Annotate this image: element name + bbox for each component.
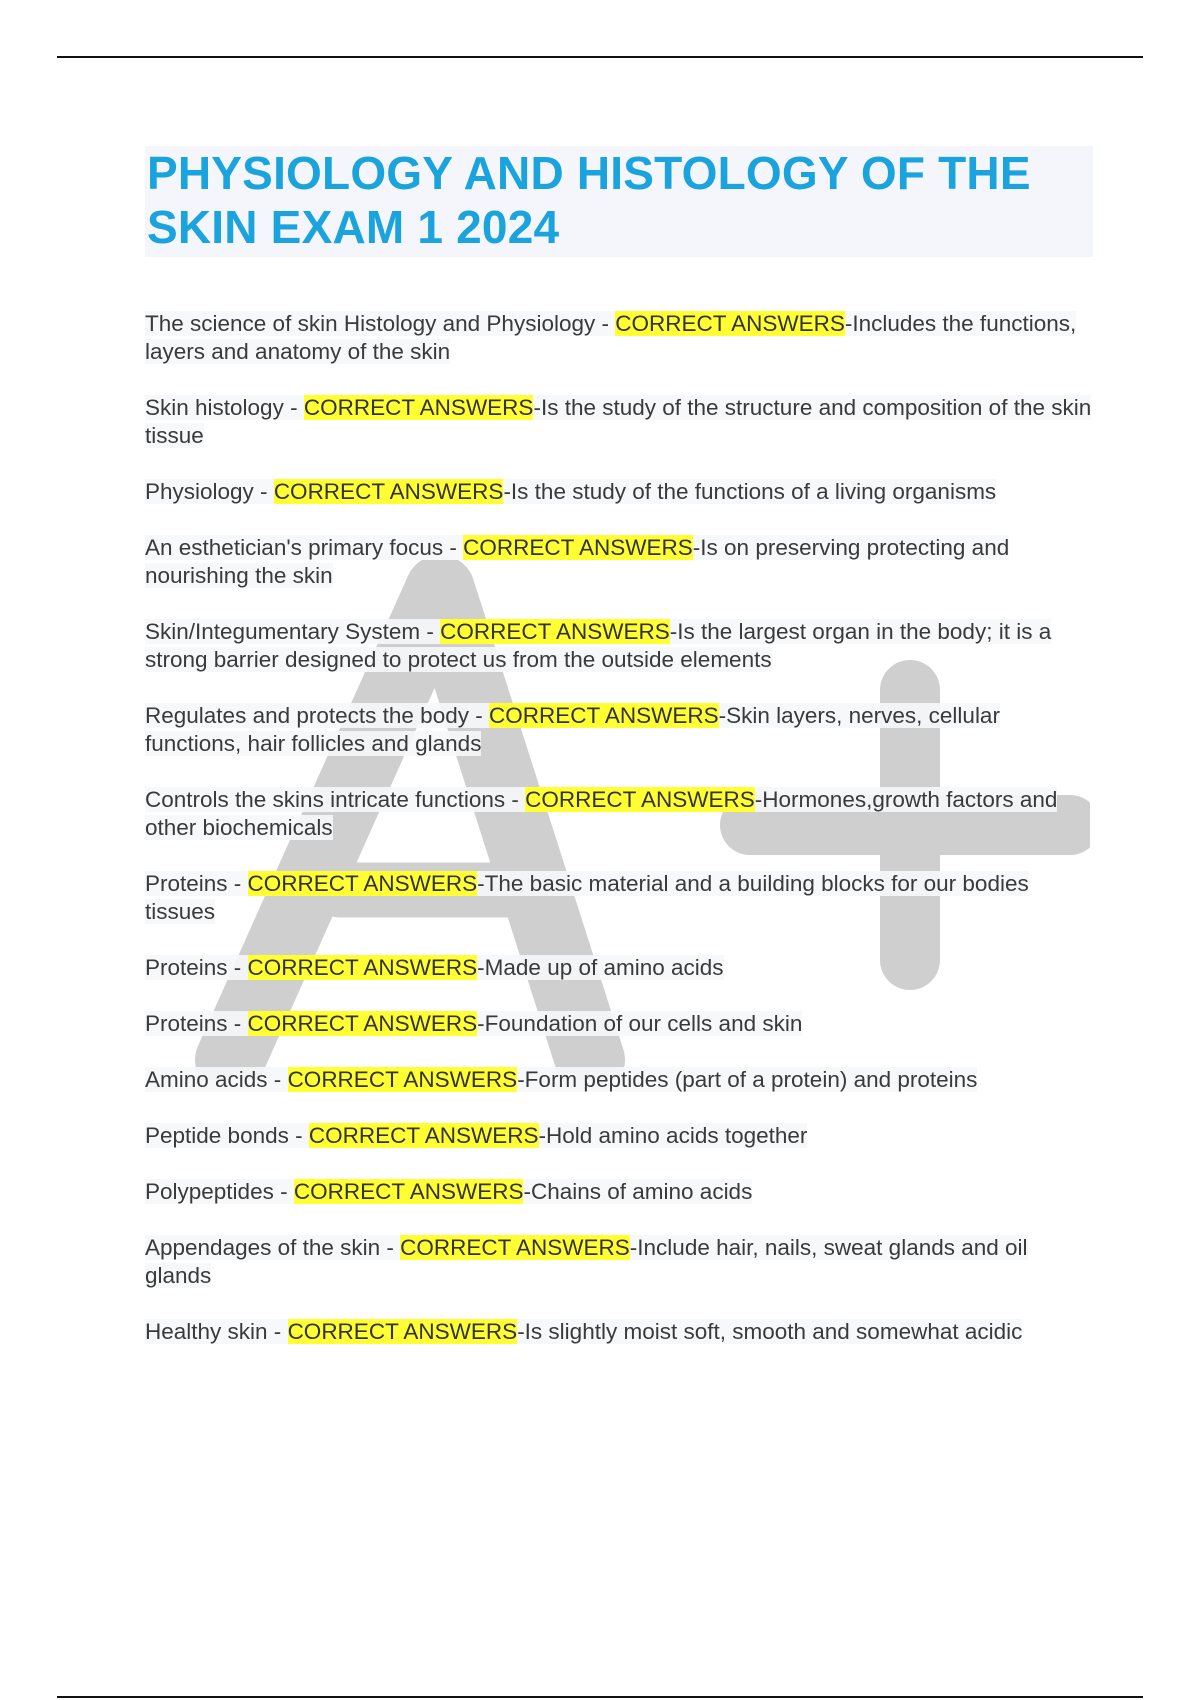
qa-term: Physiology -: [145, 479, 274, 504]
qa-answer: -Form peptides (part of a protein) and proteins: [517, 1067, 978, 1092]
qa-item: [145, 786, 1095, 842]
qa-item: [145, 1010, 1095, 1038]
qa-term: Healthy skin -: [145, 1319, 288, 1344]
correct-answers-tag: CORRECT ANSWERS: [400, 1235, 630, 1260]
qa-item: [145, 618, 1095, 674]
qa-answer: -Is slightly moist soft, smooth and somewhat acidic: [517, 1319, 1023, 1344]
qa-term: Amino acids -: [145, 1067, 288, 1092]
qa-answer: -Hormones,growth factors and other biochemicals: [145, 787, 1058, 840]
qa-item: [145, 478, 1095, 506]
qa-answer: -Is the largest organ in the body; it is a strong barrier designed to protect us from the outside elements: [145, 619, 1052, 672]
qa-term: Skin histology -: [145, 395, 304, 420]
qa-term: Regulates and protects the body -: [145, 703, 489, 728]
qa-answer: -Hold amino acids together: [538, 1123, 808, 1148]
title-banner: [145, 146, 1093, 257]
qa-term: The science of skin Histology and Physiology -: [145, 311, 616, 336]
correct-answers-tag: CORRECT ANSWERS: [247, 1011, 478, 1036]
qa-term: Proteins -: [145, 871, 248, 896]
correct-answers-tag: CORRECT ANSWERS: [440, 619, 670, 644]
qa-item: [145, 870, 1095, 926]
document-title: PHYSIOLOGY AND HISTOLOGY OF THE SKIN EXAM 1 2024: [147, 147, 1031, 253]
qa-item: [145, 310, 1095, 366]
qa-item: [145, 1178, 1095, 1206]
qa-answer: -Includes the functions, layers and anatomy of the skin: [145, 311, 1077, 364]
bottom-rule: [57, 1696, 1143, 1698]
correct-answers-tag: CORRECT ANSWERS: [247, 955, 478, 980]
correct-answers-tag: CORRECT ANSWERS: [287, 1319, 518, 1344]
top-rule: [57, 56, 1143, 58]
correct-answers-tag: CORRECT ANSWERS: [287, 1067, 518, 1092]
qa-answer: -Include hair, nails, sweat glands and oil glands: [145, 1235, 1028, 1288]
correct-answers-tag: CORRECT ANSWERS: [463, 535, 693, 560]
qa-item: [145, 702, 1095, 758]
qa-answer: -Is the study of the functions of a living organisms: [503, 479, 997, 504]
qa-term: Proteins -: [145, 1011, 248, 1036]
correct-answers-tag: CORRECT ANSWERS: [308, 1123, 539, 1148]
qa-item: [145, 534, 1095, 590]
correct-answers-tag: CORRECT ANSWERS: [293, 1179, 524, 1204]
qa-term: Proteins -: [145, 955, 248, 980]
qa-answer: -Foundation of our cells and skin: [477, 1011, 803, 1036]
correct-answers-tag: CORRECT ANSWERS: [525, 787, 755, 812]
correct-answers-tag: CORRECT ANSWERS: [247, 871, 478, 896]
qa-list: [145, 310, 1095, 1374]
qa-term: Appendages of the skin -: [145, 1235, 401, 1260]
qa-item: [145, 1122, 1095, 1150]
qa-answer: -Is the study of the structure and composition of the skin tissue: [145, 395, 1092, 448]
qa-answer: -Chains of amino acids: [523, 1179, 753, 1204]
qa-term: Polypeptides -: [145, 1179, 294, 1204]
qa-item: [145, 394, 1095, 450]
qa-item: [145, 954, 1095, 982]
correct-answers-tag: CORRECT ANSWERS: [615, 311, 845, 336]
qa-term: Skin/Integumentary System -: [145, 619, 441, 644]
qa-item: [145, 1066, 1095, 1094]
correct-answers-tag: CORRECT ANSWERS: [303, 395, 534, 420]
qa-answer: -Skin layers, nerves, cellular functions, hair follicles and glands: [145, 703, 1000, 756]
qa-term: Peptide bonds -: [145, 1123, 309, 1148]
qa-answer: -Made up of amino acids: [477, 955, 724, 980]
qa-item: [145, 1318, 1095, 1346]
qa-term: An esthetician's primary focus -: [145, 535, 464, 560]
qa-answer: -The basic material and a building blocks for our bodies tissues: [145, 871, 1029, 924]
qa-item: [145, 1234, 1095, 1290]
correct-answers-tag: CORRECT ANSWERS: [488, 703, 719, 728]
correct-answers-tag: CORRECT ANSWERS: [273, 479, 504, 504]
qa-answer: -Is on preserving protecting and nourishing the skin: [145, 535, 1010, 588]
qa-term: Controls the skins intricate functions -: [145, 787, 526, 812]
